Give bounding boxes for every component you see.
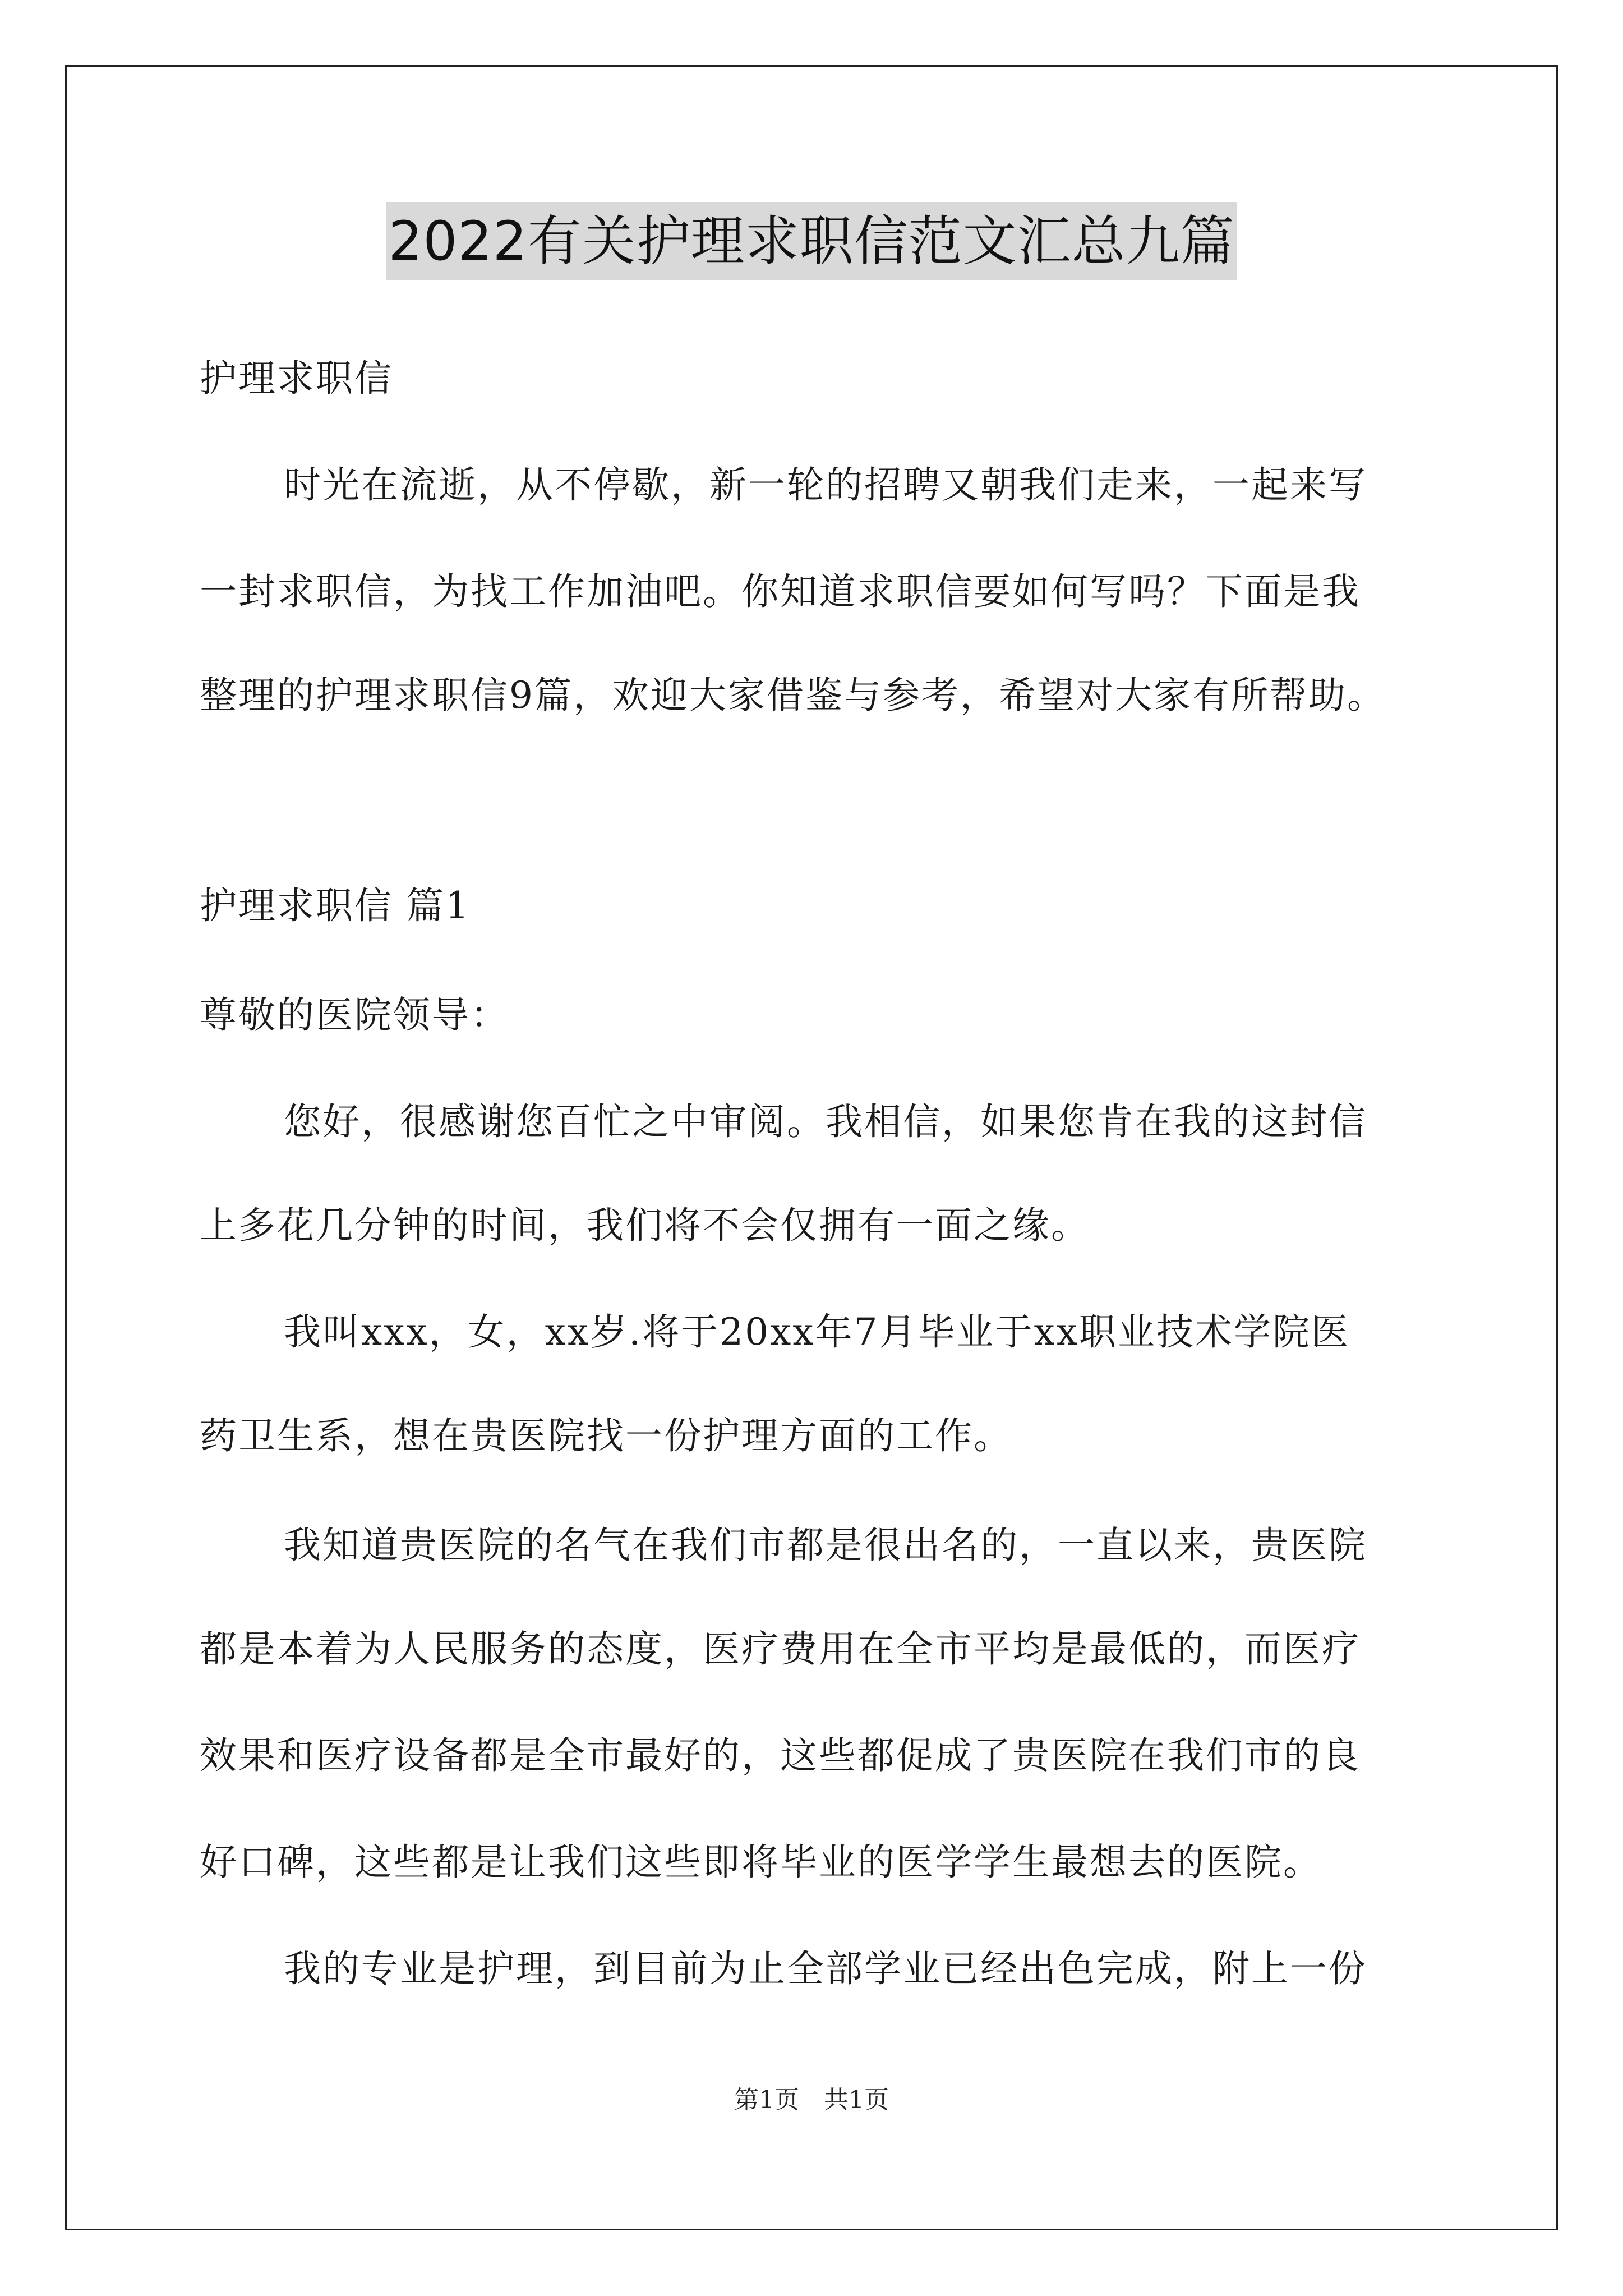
paragraph-line: 好口碑，这些都是让我们这些即将毕业的医学学生最想去的医院。	[200, 1841, 1322, 1884]
section-heading: 护理求职信 篇1	[200, 884, 471, 927]
document-title: 2022有关护理求职信范文汇总九篇	[386, 202, 1237, 280]
paragraph-line: 我的专业是护理，到目前为止全部学业已经出色完成，附上一份	[284, 1947, 1367, 1990]
paragraph-line: 都是本着为人民服务的态度，医疗费用在全市平均是最低的，而医疗	[200, 1627, 1361, 1671]
paragraph-line: 时光在流逝，从不停歇，新一轮的招聘又朝我们走来，一起来写	[284, 463, 1367, 507]
paragraph-line: 整理的护理求职信9篇，欢迎大家借鉴与参考，希望对大家有所帮助。	[200, 674, 1386, 717]
paragraph-line: 上多花几分钟的时间，我们将不会仅拥有一面之缘。	[200, 1204, 1090, 1247]
page-footer	[0, 2083, 1623, 2117]
page-number: 第1页	[734, 2086, 799, 2114]
paragraph-line: 一封求职信，为找工作加油吧。你知道求职信要如何写吗？下面是我	[200, 570, 1361, 613]
paragraph-line: 药卫生系，想在贵医院找一份护理方面的工作。	[200, 1414, 1012, 1457]
paragraph-line: 我叫xxx，女，xx岁.将于20xx年7月毕业于xx职业技术学院医	[284, 1310, 1350, 1354]
paragraph-line: 您好，很感谢您百忙之中审阅。我相信，如果您肯在我的这封信	[284, 1100, 1367, 1143]
salutation: 尊敬的医院领导：	[200, 993, 509, 1037]
page-total: 共1页	[824, 2086, 889, 2114]
paragraph-line: 我知道贵医院的名气在我们市都是很出名的，一直以来，贵医院	[284, 1524, 1367, 1567]
paragraph-line: 效果和医疗设备都是全市最好的，这些都促成了贵医院在我们市的良	[200, 1734, 1361, 1777]
title-container	[0, 202, 1623, 280]
section-heading: 护理求职信	[200, 357, 393, 400]
